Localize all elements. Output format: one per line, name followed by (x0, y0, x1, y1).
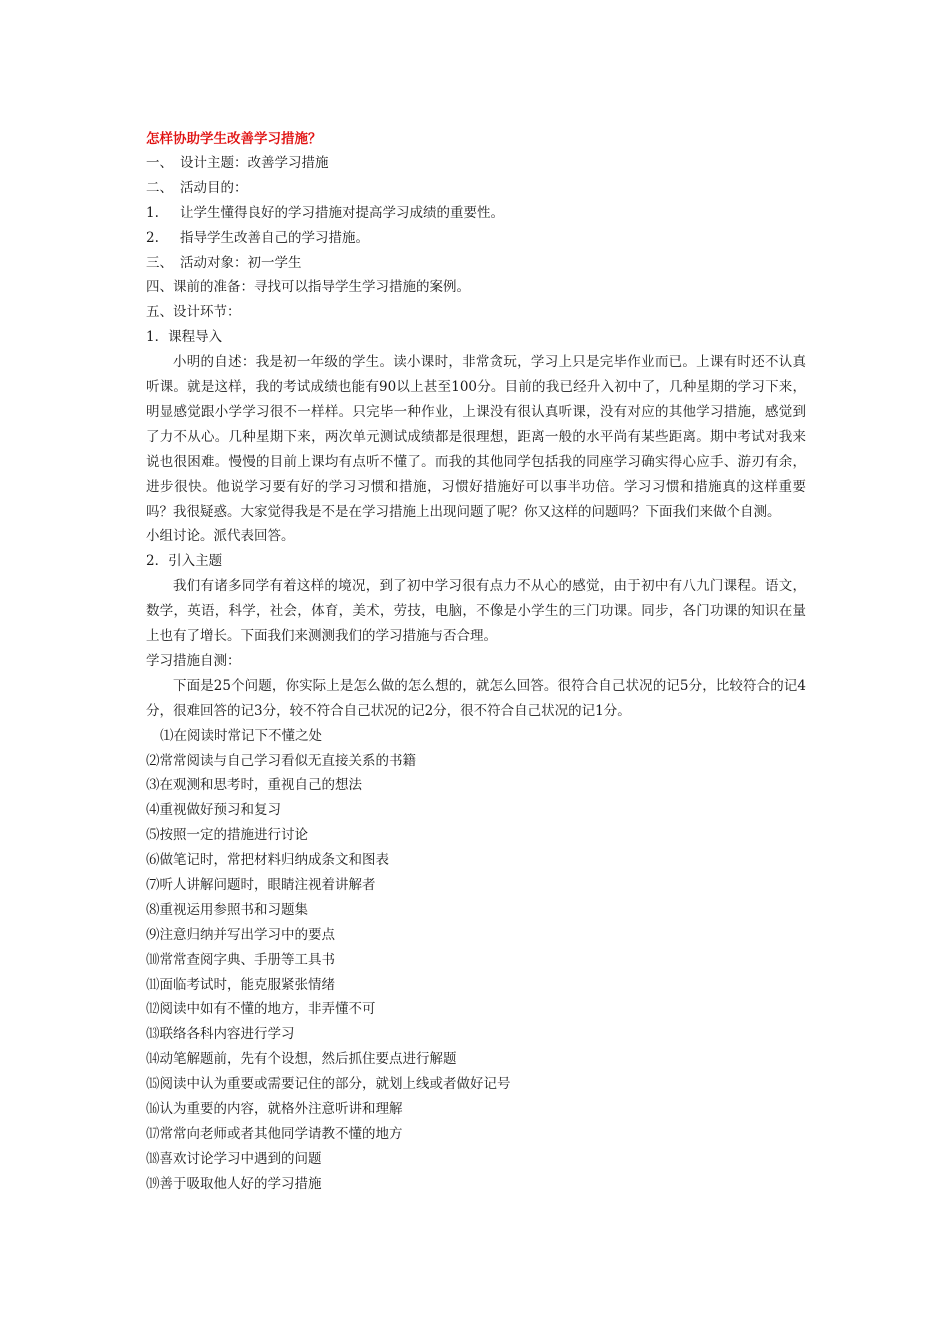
part1-heading: 1．课程导入 (146, 329, 223, 346)
question-item: ⑶在观测和思考时，重视自己的想法 (146, 777, 362, 794)
question-item: ⒂阅读中认为重要或需要记住的部分，就划上线或者做好记号 (146, 1076, 511, 1093)
question-item: ⒆善于吸取他人好的学习措施 (146, 1175, 322, 1192)
question-item: ⑷重视做好预习和复习 (146, 802, 281, 819)
section-design-steps: 五、设计环节： (146, 304, 241, 321)
goal-number: 2. (146, 229, 159, 246)
question-item: ⒃认为重要的内容，就格外注意听讲和理解 (146, 1101, 403, 1118)
section-text: 活动目的： (180, 179, 248, 196)
section-goals (146, 176, 806, 201)
question-item: ⑹做笔记时，常把材料归纳成条文和图表 (146, 852, 389, 869)
question-item: ⒄常常向老师或者其他同学请教不懂的地方 (146, 1125, 403, 1142)
selftest-label: 学习措施自测： (146, 652, 241, 669)
question-item: ⑽常常查阅字典、手册等工具书 (146, 951, 335, 968)
section-text: 活动对象：初一学生 (180, 254, 302, 271)
goal-text: 指导学生改善自己的学习措施。 (180, 229, 369, 246)
goal-item-1 (146, 201, 806, 226)
goal-number: 1. (146, 204, 159, 221)
question-item: ⑺听人讲解问题时，眼睛注视着讲解者 (146, 877, 376, 894)
section-audience (146, 251, 806, 276)
question-item: ⒁动笔解题前，先有个设想，然后抓住要点进行解题 (146, 1051, 457, 1068)
section-preparation: 四、课前的准备：寻找可以指导学生学习措施的案例。 (146, 279, 470, 296)
question-item: ⑾面临考试时，能克服紧张情绪 (146, 976, 335, 993)
goal-item-2 (146, 226, 806, 251)
section-text: 设计主题：改善学习措施 (180, 155, 329, 171)
question-list (146, 724, 806, 1197)
section-number: 二、 (146, 179, 173, 196)
group-discussion-note: 小组讨论。派代表回答。 (146, 528, 295, 545)
document-title: 怎样协助学生改善学习措施？ (146, 131, 322, 147)
part2-intro-paragraph: 我们有诸多同学有着这样的境况，到了初中学习很有点力不从心的感觉，由于初中有八九门课程。语文，数学，英语，科学，社会，体育，美术，劳技，电脑，不像是小学生的三门功课。同步，各门功课的知识在量上也有了增长。下面我们来测测我们的学习措施与否合理。 (146, 578, 806, 645)
document-page (146, 127, 806, 1197)
question-item: ⑵常常阅读与自己学习看似无直接关系的书籍 (146, 752, 416, 769)
section-design-theme (146, 151, 806, 176)
part2-heading: 2．引入主题 (146, 553, 223, 570)
question-item: ⑿阅读中如有不懂的地方，非弄懂不可 (146, 1001, 376, 1018)
question-item: ⒀联络各科内容进行学习 (146, 1026, 295, 1043)
question-item: ⑴在阅读时常记下不懂之处 (160, 727, 322, 744)
selftest-instructions: 下面是25个问题，你实际上是怎么做的怎么想的，就怎么回答。很符合自己状况的记5分，比较符合的记4分，很难回答的记3分，较不符合自己状况的记2分，很不符合自己状况的记1分。 (146, 677, 806, 719)
section-number: 三、 (146, 254, 173, 271)
question-item: ⑸按照一定的措施进行讨论 (146, 827, 308, 844)
question-item: ⒅喜欢讨论学习中遇到的问题 (146, 1150, 322, 1167)
goal-text: 让学生懂得良好的学习措施对提高学习成绩的重要性。 (180, 204, 504, 221)
question-item: ⑼注意归纳并写出学习中的要点 (146, 926, 335, 943)
section-number: 一、 (146, 155, 173, 171)
xiaoming-story-paragraph: 小明的自述：我是初一年级的学生。读小课时，非常贪玩，学习上只是完毕作业而已。上课有时还不认真听课。就是这样，我的考试成绩也能有90以上甚至100分。目前的我已经升入初中了，几种星期的学习下来，明显感觉跟小学学习很不一样样。只完毕一种作业，上课没有很认真听课，没有对应的其他学习措施，感觉到了力不从心。几种星期下来，两次单元测试成绩都是很理想，距离一般的水平尚有某些距离。期中考试对我来说也很困难。慢慢的目前上课均有点听不懂了。而我的其他同学包括我的同座学习确实得心应手、游刃有余，进步很快。他说学习要有好的学习习惯和措施，习惯好措施好可以事半功倍。学习习惯和措施真的这样重要吗？我很疑惑。大家觉得我是不是在学习措施上出现问题了呢？你又这样的问题吗？下面我们来做个自测。 (146, 354, 806, 520)
question-item: ⑻重视运用参照书和习题集 (146, 901, 308, 918)
